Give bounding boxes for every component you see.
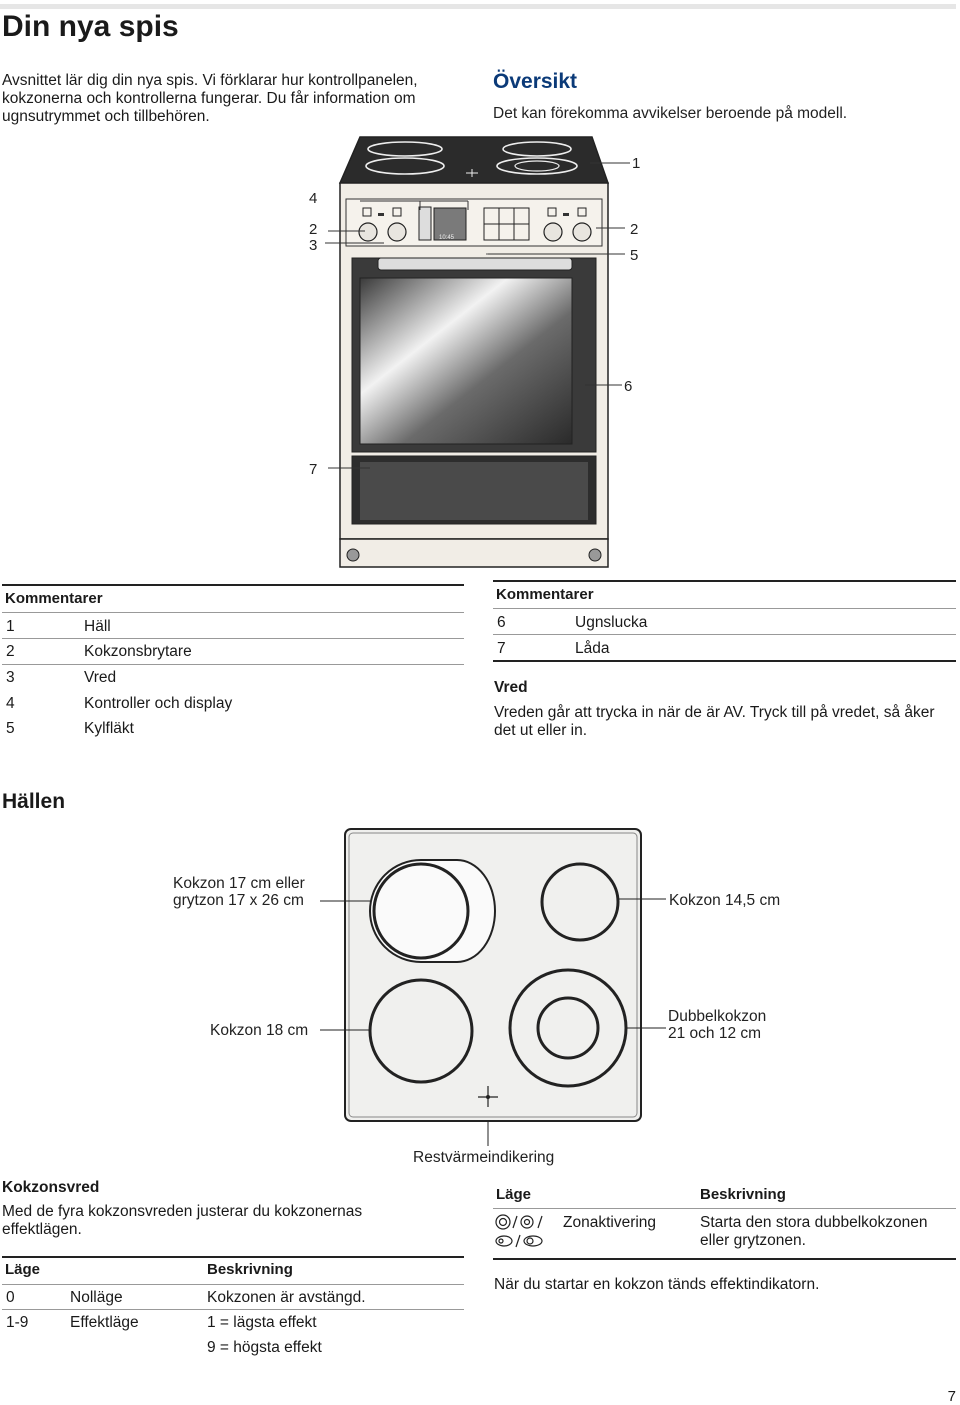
top-rule [0,4,956,9]
display-time: 10:45 [439,235,455,241]
effect-indicator-note: När du startar en kokzon tänds effektindikatorn. [494,1276,820,1293]
page-title: Din nya spis [2,10,179,43]
comments-right-header: Kommentarer [496,586,594,603]
zone-tl-label-2: grytzon 17 x 26 cm [173,892,304,909]
col-desc-header-r: Beskrivning [700,1186,786,1203]
zone-br-label-2: 21 och 12 cm [668,1025,762,1042]
overview-heading: Översikt [493,70,578,93]
col-mode-header-r: Läge [496,1186,532,1203]
zone-br-label-1: Dubbelkokzon [668,1008,767,1025]
overview-subtitle: Det kan förekomma avvikelser beroende på modell. [493,105,848,122]
page-number: 7 [947,1388,956,1405]
callout-7: 7 [309,461,318,478]
callout-5: 5 [630,247,639,264]
callout-6: 6 [624,378,633,395]
col-mode-header: Läge [5,1261,41,1278]
zonaktivering-name: Zonaktivering [563,1214,657,1231]
zone-bl-label: Kokzon 18 cm [210,1022,309,1039]
oven-illustration [300,130,660,575]
zone-tl-label-1: Kokzon 17 cm eller [173,875,305,892]
zonaktivering-desc: Starta den stora dubbelkokzonen eller grytzonen. [700,1214,928,1249]
kokzonsvred-text: Med de fyra kokzonsvreden justerar du kokzonernas effektlägen. [2,1203,363,1238]
zone-tr-label: Kokzon 14,5 cm [669,892,781,909]
hallen-heading: Hällen [2,790,66,813]
col-desc-header: Beskrivning [207,1261,293,1278]
kokzonsvred-table: Läge Beskrivning 0 Nolläge Kokzonen är avstängd. 1-9 Effektläge 1 = lägsta effekt 9 = högsta effekt [2,1256,464,1258]
comments-table-left: Kommentarer 1 Häll 2 Kokzonsbrytare 3 Vred 4 Kontroller och display 5 Kylfläkt [2,584,464,586]
hob-diagram [160,825,800,1170]
callout-4: 4 [309,190,318,207]
kokzonsvred-heading: Kokzonsvred [2,1179,100,1196]
callout-3: 3 [309,237,318,254]
comments-table-right: Kommentarer 6 Ugnslucka 7 Låda [493,580,956,582]
comments-left-header: Kommentarer [5,590,103,607]
vred-text: Vreden går att trycka in när de är AV. Tryck till på vredet, så åker det ut eller in. [494,704,935,739]
callout-1: 1 [632,155,641,172]
residual-label: Restvärmeindikering [413,1149,555,1166]
table-row-cont: 9 = högsta effekt [207,1339,322,1356]
intro-text: Avsnittet lär dig din nya spis. Vi förklarar hur kontrollpanelen, kokzonerna och kontrollerna fungerar. Du får information om ugnsutrymmet och tillbehören. [2,72,418,125]
callout-2-right: 2 [630,221,639,238]
zone-symbols-icon [495,1213,557,1253]
callout-2-left: 2 [309,221,318,238]
vred-heading: Vred [494,679,528,696]
